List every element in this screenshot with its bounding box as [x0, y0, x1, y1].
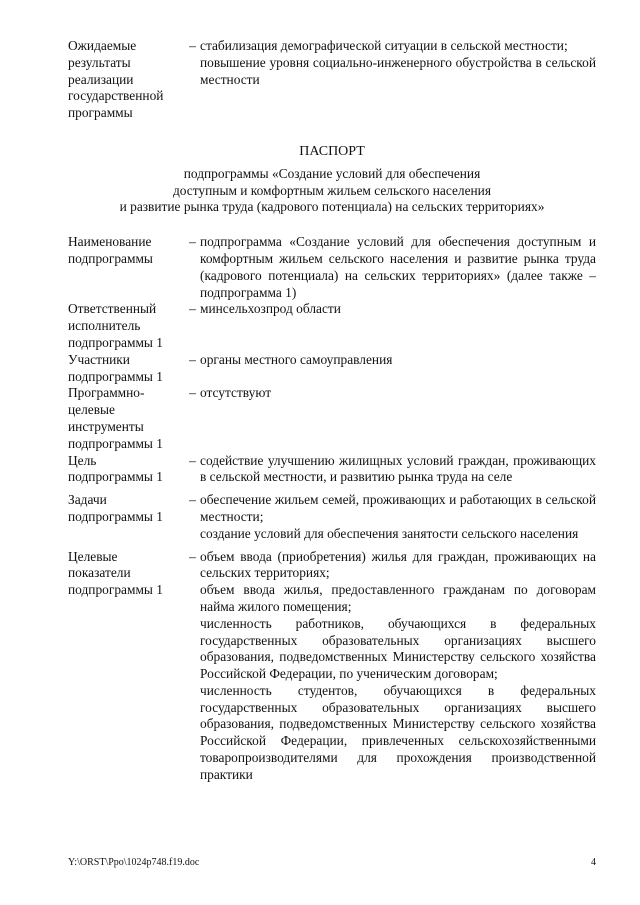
- row-value: [200, 492, 596, 542]
- passport-row-participants: [68, 352, 596, 386]
- row-value: [200, 453, 596, 487]
- row-dash: –: [189, 234, 196, 250]
- row-dash: –: [189, 492, 196, 508]
- row-label: Ожидаемые результаты реализации государственной программы: [68, 38, 164, 121]
- row-label: Целевые показатели подпрограммы 1: [68, 548, 163, 598]
- row-value: [200, 549, 596, 784]
- passport-heading: [68, 144, 596, 216]
- page-number: 4: [591, 857, 596, 868]
- row-value: [200, 385, 596, 402]
- row-dash: –: [189, 351, 196, 367]
- value-paragraph: минсельхозпрод области: [200, 301, 341, 317]
- passport-table: [68, 234, 596, 784]
- row-value: [200, 234, 596, 301]
- passport-row-executor: [68, 301, 596, 351]
- value-paragraph: обеспечение жильем семей, проживающих и работающих в сельской местности;: [200, 492, 596, 524]
- row-label: Участники подпрограммы 1: [68, 351, 163, 384]
- value-paragraph: объем ввода (приобретения) жилья для граждан, проживающих на сельских территориях;: [200, 548, 596, 581]
- passport-row-tasks: [68, 492, 596, 542]
- value-paragraph: органы местного самоуправления: [200, 351, 393, 367]
- row-label: Ответственный исполнитель подпрограммы 1: [68, 301, 163, 350]
- row-dash: –: [189, 385, 196, 401]
- row-label: Задачи подпрограммы 1: [68, 492, 163, 524]
- value-paragraph: численность работников, обучающихся в федеральных государственных образовательных организациях высшего образования, подведомственных Министерству сельского хозяйства Российской Федерации, по ученическим договорам;: [200, 615, 596, 682]
- file-path: Y:\ORST\Ppo\1024p748.f19.doc: [68, 857, 200, 868]
- value-paragraph: содействие улучшению жилищных условий граждан, проживающих в сельской местности, и развитию рынка труда на селе: [200, 452, 596, 485]
- passport-row-goal: [68, 453, 596, 487]
- passport-subtitle: подпрограммы «Создание условий для обеспечения доступным и комфортным жильем сельского населения и развитие рынка труда (кадрового потенциала) на сельских территориях»: [119, 165, 545, 215]
- row-dash: –: [189, 452, 196, 468]
- row-value: [200, 38, 596, 88]
- value-paragraph: подпрограмма «Создание условий для обеспечения доступным и комфортным жильем сельского населения и развитие рынка труда (кадрового потенциала) на сельских территориях» (далее также – подпрограмма 1): [200, 234, 596, 300]
- document-page: [68, 38, 596, 784]
- passport-row-name: [68, 234, 596, 301]
- row-value: [200, 301, 596, 318]
- value-paragraph: объем ввода жилья, предоставленного гражданам по договорам найма жилого помещения;: [200, 582, 596, 614]
- page-footer: [68, 857, 596, 869]
- row-label: Наименование подпрограммы: [68, 234, 153, 266]
- row-dash: –: [189, 301, 196, 317]
- value-paragraph: отсутствуют: [200, 385, 272, 401]
- row-label: Цель подпрограммы 1: [68, 452, 163, 485]
- row-dash: –: [189, 548, 196, 564]
- value-paragraph: создание условий для обеспечения занятости сельского населения: [200, 525, 579, 541]
- passport-title: ПАСПОРТ: [299, 143, 365, 159]
- value-paragraph: повышение уровня социально-инженерного обустройства в сельской местности: [200, 54, 596, 87]
- expected-results-row: [68, 38, 596, 122]
- value-paragraph: численность студентов, обучающихся в федеральных государственных образовательных организациях высшего образования, подведомственных Министерству сельского хозяйства Российской Федерации, привлеченных сельскохозяйственными товаропроизводителями для прохождения производственной практики: [200, 682, 596, 782]
- passport-row-instruments: [68, 385, 596, 452]
- row-label: Программно- целевые инструменты подпрограммы 1: [68, 385, 163, 451]
- row-value: [200, 352, 596, 369]
- passport-row-indicators: [68, 549, 596, 784]
- value-paragraph: стабилизация демографической ситуации в сельской местности;: [200, 38, 568, 53]
- row-dash: –: [189, 38, 196, 53]
